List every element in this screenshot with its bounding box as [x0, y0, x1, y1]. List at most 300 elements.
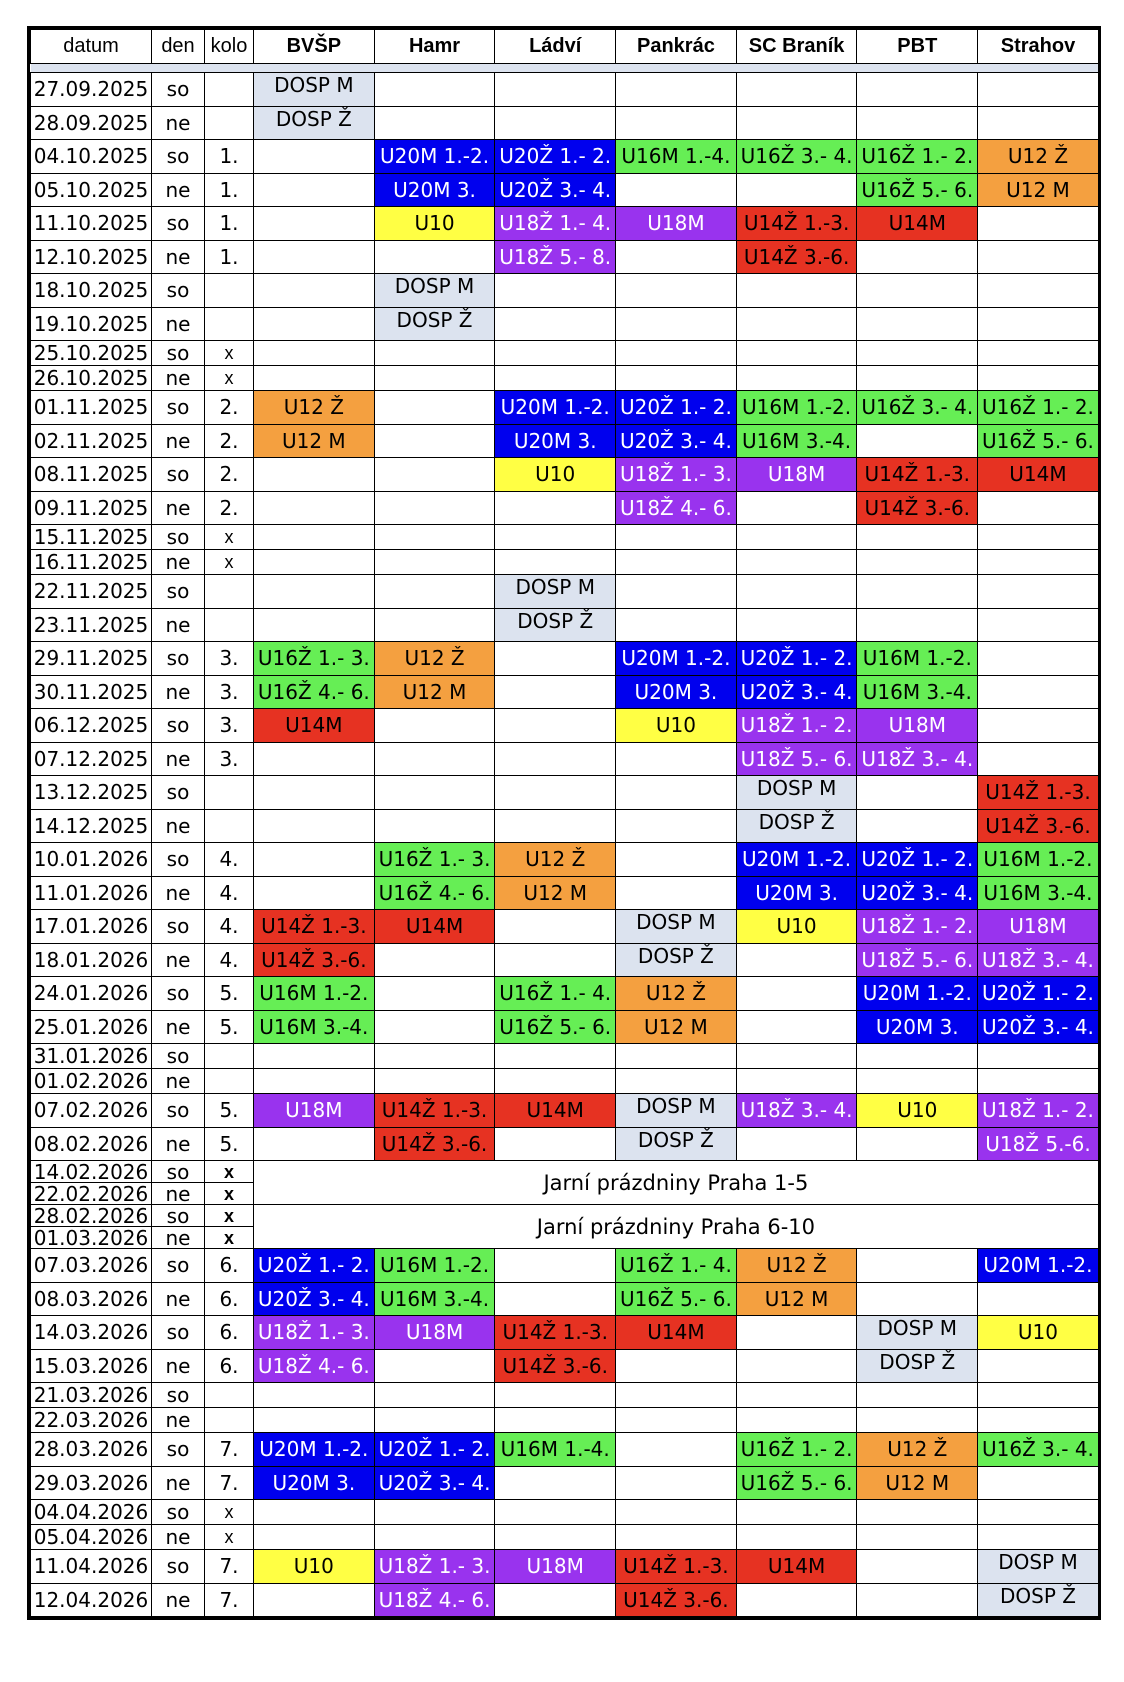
match-cell — [978, 1349, 1099, 1383]
match-cell: U12 M — [495, 876, 616, 910]
match-cell: U18M — [857, 709, 978, 743]
schedule-row — [31, 106, 1099, 140]
match-cell — [616, 910, 737, 944]
match-cell — [254, 550, 375, 575]
match-cell — [616, 776, 737, 810]
schedule-row — [31, 977, 1099, 1011]
match-cell: U10 — [978, 1316, 1099, 1350]
date-cell: 19.10.2025 — [31, 307, 152, 341]
round-cell — [205, 1383, 254, 1408]
match-cell — [857, 525, 978, 550]
match-cell — [736, 173, 857, 207]
round-cell: 3. — [205, 642, 254, 676]
match-cell — [857, 608, 978, 642]
match-cell — [254, 106, 375, 140]
schedule-row — [31, 550, 1099, 575]
schedule-row — [31, 458, 1099, 492]
day-cell: ne — [152, 1069, 205, 1094]
round-cell: x — [205, 550, 254, 575]
date-cell: 28.09.2025 — [31, 106, 152, 140]
schedule-row — [31, 1583, 1099, 1617]
header-venue-strahov: Strahov — [978, 30, 1099, 64]
day-cell: so — [152, 1205, 205, 1227]
match-cell: U16M 1.-4. — [495, 1433, 616, 1467]
match-cell — [254, 809, 375, 843]
match-cell — [254, 341, 375, 366]
match-cell — [857, 341, 978, 366]
match-cell — [857, 366, 978, 391]
schedule-row — [31, 73, 1099, 107]
match-cell — [978, 106, 1099, 140]
match-cell: U18M — [978, 910, 1099, 944]
date-cell: 13.12.2025 — [31, 776, 152, 810]
match-cell — [736, 1408, 857, 1433]
day-cell: ne — [152, 1127, 205, 1161]
match-cell — [374, 525, 495, 550]
schedule-table — [30, 29, 1099, 1617]
day-cell: so — [152, 776, 205, 810]
match-cell: U12 Ž — [616, 977, 737, 1011]
match-cell: U16Ž 1.- 4. — [495, 977, 616, 1011]
match-cell — [736, 1500, 857, 1525]
match-cell — [374, 977, 495, 1011]
schedule-row — [31, 709, 1099, 743]
match-cell — [857, 776, 978, 810]
match-cell: U14Ž 1.-3. — [254, 910, 375, 944]
match-cell: U10 — [374, 207, 495, 241]
match-cell: U16Ž 1.- 2. — [857, 140, 978, 174]
match-cell: U14Ž 3.-6. — [736, 240, 857, 274]
match-cell: U20Ž 1.- 2. — [857, 843, 978, 877]
schedule-row — [31, 491, 1099, 525]
match-cell — [374, 1010, 495, 1044]
match-cell: U20Ž 1.- 2. — [978, 977, 1099, 1011]
schedule-row — [31, 843, 1099, 877]
match-cell — [857, 274, 978, 308]
match-cell: U20M 1.-2. — [978, 1249, 1099, 1283]
match-cell: U16M 1.-2. — [254, 977, 375, 1011]
round-cell: x — [205, 1500, 254, 1525]
match-cell: U14Ž 1.-3. — [495, 1316, 616, 1350]
match-cell: U18M — [495, 1550, 616, 1584]
match-cell: U18Ž 1.- 2. — [736, 709, 857, 743]
match-cell — [736, 1525, 857, 1550]
match-cell — [857, 424, 978, 458]
match-cell: U18Ž 5.- 8. — [495, 240, 616, 274]
match-cell: U14Ž 3.-6. — [857, 491, 978, 525]
match-cell: U20M 1.-2. — [857, 977, 978, 1011]
match-cell: U14M — [736, 1550, 857, 1584]
match-cell: U18Ž 1.- 2. — [857, 910, 978, 944]
match-cell: U18Ž 1.- 3. — [616, 458, 737, 492]
date-cell: 21.03.2026 — [31, 1383, 152, 1408]
match-cell — [616, 73, 737, 107]
round-cell: 5. — [205, 1127, 254, 1161]
schedule-row — [31, 391, 1099, 425]
match-cell — [495, 1525, 616, 1550]
match-cell: U20Ž 3.- 4. — [495, 173, 616, 207]
match-cell: U16Ž 4.- 6. — [254, 675, 375, 709]
match-cell — [495, 274, 616, 308]
round-cell: 6. — [205, 1282, 254, 1316]
match-cell — [616, 106, 737, 140]
match-cell — [616, 240, 737, 274]
schedule-row — [31, 943, 1099, 977]
match-cell — [374, 608, 495, 642]
match-cell: U16M 3.-4. — [374, 1282, 495, 1316]
match-cell — [495, 709, 616, 743]
date-cell: 22.03.2026 — [31, 1408, 152, 1433]
match-cell: U20M 3. — [736, 876, 857, 910]
match-cell — [616, 1044, 737, 1069]
match-cell — [254, 776, 375, 810]
match-cell: U14Ž 1.-3. — [978, 776, 1099, 810]
date-cell: 04.04.2026 — [31, 1500, 152, 1525]
match-cell — [495, 642, 616, 676]
match-cell — [495, 1282, 616, 1316]
schedule-body — [31, 64, 1099, 1617]
day-cell: so — [152, 458, 205, 492]
match-cell: U16Ž 3.- 4. — [857, 391, 978, 425]
date-cell: 11.01.2026 — [31, 876, 152, 910]
round-cell: 3. — [205, 709, 254, 743]
match-cell — [495, 776, 616, 810]
match-cell: U12 M — [857, 1466, 978, 1500]
match-cell — [736, 776, 857, 810]
match-cell — [736, 1069, 857, 1094]
date-cell: 23.11.2025 — [31, 608, 152, 642]
match-cell — [495, 608, 616, 642]
match-cell: U16M 1.-2. — [374, 1249, 495, 1283]
day-cell: so — [152, 1249, 205, 1283]
match-cell: U14M — [978, 458, 1099, 492]
match-cell — [978, 550, 1099, 575]
day-cell: so — [152, 843, 205, 877]
round-cell: 1. — [205, 207, 254, 241]
schedule-row — [31, 608, 1099, 642]
match-cell: U20Ž 3.- 4. — [736, 675, 857, 709]
match-label: DOSP M — [756, 776, 837, 801]
match-cell — [978, 525, 1099, 550]
match-cell: U10 — [254, 1550, 375, 1584]
date-cell: 08.03.2026 — [31, 1282, 152, 1316]
match-cell: U16M 3.-4. — [254, 1010, 375, 1044]
match-cell: U20M 3. — [616, 675, 737, 709]
match-cell: U12 M — [254, 424, 375, 458]
round-cell: 1. — [205, 240, 254, 274]
match-cell — [495, 1583, 616, 1617]
match-cell: U12 M — [374, 675, 495, 709]
schedule-sheet — [27, 26, 1101, 1620]
date-cell: 22.11.2025 — [31, 575, 152, 609]
schedule-row — [31, 1010, 1099, 1044]
match-cell: U18M — [616, 207, 737, 241]
match-cell: U14M — [254, 709, 375, 743]
match-cell: U18Ž 3.- 4. — [978, 943, 1099, 977]
schedule-row — [31, 1316, 1099, 1350]
day-cell: so — [152, 1383, 205, 1408]
match-cell: U14Ž 3.-6. — [978, 809, 1099, 843]
match-cell — [616, 876, 737, 910]
match-cell: U12 Ž — [736, 1249, 857, 1283]
match-cell: U14M — [616, 1316, 737, 1350]
date-cell: 01.03.2026 — [31, 1227, 152, 1249]
match-cell: U16Ž 5.- 6. — [736, 1466, 857, 1500]
match-cell: U10 — [857, 1094, 978, 1128]
schedule-row — [31, 642, 1099, 676]
round-cell: 7. — [205, 1466, 254, 1500]
date-cell: 14.03.2026 — [31, 1316, 152, 1350]
match-cell — [374, 1349, 495, 1383]
header-den: den — [152, 30, 205, 64]
day-cell: ne — [152, 1349, 205, 1383]
date-cell: 06.12.2025 — [31, 709, 152, 743]
match-cell: U14Ž 3.-6. — [254, 943, 375, 977]
date-cell: 28.02.2026 — [31, 1205, 152, 1227]
match-cell: U20Ž 1.- 2. — [254, 1249, 375, 1283]
match-cell — [254, 843, 375, 877]
round-cell: x — [205, 366, 254, 391]
match-cell — [736, 1127, 857, 1161]
match-cell — [495, 742, 616, 776]
match-cell — [374, 1044, 495, 1069]
match-cell — [495, 1408, 616, 1433]
match-cell — [495, 525, 616, 550]
match-cell — [374, 943, 495, 977]
match-cell — [978, 1550, 1099, 1584]
day-cell: so — [152, 391, 205, 425]
match-cell — [254, 742, 375, 776]
match-cell: U12 Ž — [978, 140, 1099, 174]
match-cell: U16M 3.-4. — [857, 675, 978, 709]
schedule-row — [31, 1349, 1099, 1383]
match-label: DOSP Ž — [637, 943, 714, 968]
match-label: DOSP M — [636, 1094, 716, 1119]
date-cell: 01.11.2025 — [31, 391, 152, 425]
match-cell — [495, 366, 616, 391]
match-cell: U20M 1.-2. — [374, 140, 495, 174]
header-datum: datum — [31, 30, 152, 64]
day-cell: so — [152, 977, 205, 1011]
day-cell: ne — [152, 424, 205, 458]
match-cell — [495, 1500, 616, 1525]
header-venue-pbt: PBT — [857, 30, 978, 64]
match-cell — [616, 1408, 737, 1433]
match-cell — [495, 491, 616, 525]
holiday-banner: Jarní prázdniny Praha 1-5 — [254, 1161, 1099, 1205]
day-cell: ne — [152, 742, 205, 776]
match-cell — [736, 1383, 857, 1408]
match-cell: U20M 3. — [254, 1466, 375, 1500]
match-cell — [374, 240, 495, 274]
match-cell: U10 — [736, 910, 857, 944]
day-cell: ne — [152, 550, 205, 575]
schedule-row — [31, 307, 1099, 341]
match-cell — [857, 1127, 978, 1161]
round-cell — [205, 1069, 254, 1094]
match-cell: U14Ž 1.-3. — [616, 1550, 737, 1584]
holiday-row — [31, 1205, 1099, 1227]
header-venue-bvsp: BVŠP — [254, 30, 375, 64]
match-cell — [857, 1069, 978, 1094]
day-cell: ne — [152, 675, 205, 709]
match-cell: U16M 3.-4. — [736, 424, 857, 458]
schedule-row — [31, 1433, 1099, 1467]
round-cell — [205, 73, 254, 107]
match-cell: U16Ž 5.- 6. — [495, 1010, 616, 1044]
round-cell: x — [205, 1161, 254, 1183]
match-label: DOSP M — [394, 274, 475, 299]
match-cell — [978, 709, 1099, 743]
match-cell: U18Ž 5.- 6. — [736, 742, 857, 776]
day-cell: so — [152, 525, 205, 550]
match-cell — [978, 675, 1099, 709]
match-cell — [495, 307, 616, 341]
schedule-row — [31, 1550, 1099, 1584]
date-cell: 29.11.2025 — [31, 642, 152, 676]
match-cell — [495, 1127, 616, 1161]
schedule-row — [31, 1500, 1099, 1525]
date-cell: 18.01.2026 — [31, 943, 152, 977]
match-cell — [374, 1525, 495, 1550]
match-cell — [857, 73, 978, 107]
match-cell — [495, 910, 616, 944]
match-cell — [857, 1282, 978, 1316]
match-cell: U10 — [495, 458, 616, 492]
match-cell — [857, 1349, 978, 1383]
schedule-row — [31, 240, 1099, 274]
match-cell — [616, 1349, 737, 1383]
schedule-row — [31, 207, 1099, 241]
match-cell — [616, 575, 737, 609]
schedule-row — [31, 1249, 1099, 1283]
match-cell — [857, 1583, 978, 1617]
match-cell — [978, 1044, 1099, 1069]
date-cell: 04.10.2025 — [31, 140, 152, 174]
match-cell: U18Ž 1.- 3. — [254, 1316, 375, 1350]
date-cell: 30.11.2025 — [31, 675, 152, 709]
match-label: DOSP Ž — [275, 106, 352, 131]
match-label: DOSP Ž — [396, 307, 473, 332]
schedule-row — [31, 173, 1099, 207]
match-cell: U16Ž 4.- 6. — [374, 876, 495, 910]
match-cell — [736, 1583, 857, 1617]
match-cell — [254, 608, 375, 642]
match-cell — [616, 608, 737, 642]
date-cell: 16.11.2025 — [31, 550, 152, 575]
match-cell — [978, 1525, 1099, 1550]
match-cell — [374, 458, 495, 492]
match-cell — [616, 1069, 737, 1094]
round-cell: 3. — [205, 742, 254, 776]
match-cell — [374, 575, 495, 609]
date-cell: 11.10.2025 — [31, 207, 152, 241]
match-cell — [495, 1466, 616, 1500]
date-cell: 07.03.2026 — [31, 1249, 152, 1283]
match-cell: U18Ž 4.- 6. — [616, 491, 737, 525]
day-cell: ne — [152, 366, 205, 391]
match-cell — [736, 341, 857, 366]
round-cell — [205, 1408, 254, 1433]
match-cell: U16Ž 5.- 6. — [616, 1282, 737, 1316]
match-cell: U20Ž 3.- 4. — [254, 1282, 375, 1316]
match-cell: U14Ž 1.-3. — [374, 1094, 495, 1128]
match-cell: U20Ž 1.- 2. — [736, 642, 857, 676]
match-cell — [978, 274, 1099, 308]
header-separator — [31, 64, 1099, 73]
match-cell — [616, 809, 737, 843]
schedule-row — [31, 1282, 1099, 1316]
match-cell — [374, 274, 495, 308]
schedule-row — [31, 1525, 1099, 1550]
day-cell: ne — [152, 809, 205, 843]
round-cell: x — [205, 1183, 254, 1205]
round-cell: x — [205, 1205, 254, 1227]
match-cell — [254, 1583, 375, 1617]
round-cell: 6. — [205, 1249, 254, 1283]
match-cell — [254, 491, 375, 525]
match-label: DOSP M — [274, 73, 354, 98]
schedule-row — [31, 742, 1099, 776]
match-cell: U16M 1.-2. — [736, 391, 857, 425]
schedule-row — [31, 140, 1099, 174]
round-cell — [205, 776, 254, 810]
match-cell — [495, 943, 616, 977]
match-cell — [374, 709, 495, 743]
header-row — [31, 30, 1099, 64]
match-cell: U14Ž 1.-3. — [857, 458, 978, 492]
match-label: DOSP Ž — [758, 809, 835, 834]
round-cell: x — [205, 1525, 254, 1550]
match-cell — [254, 1127, 375, 1161]
match-cell: U14Ž 3.-6. — [374, 1127, 495, 1161]
match-cell: U20M 3. — [374, 173, 495, 207]
match-cell — [616, 1500, 737, 1525]
match-cell: U20M 1.-2. — [254, 1433, 375, 1467]
date-cell: 02.11.2025 — [31, 424, 152, 458]
match-cell: U18Ž 3.- 4. — [736, 1094, 857, 1128]
match-cell: U16M 1.-4. — [616, 140, 737, 174]
match-label: DOSP M — [515, 575, 595, 600]
date-cell: 17.01.2026 — [31, 910, 152, 944]
round-cell: 2. — [205, 391, 254, 425]
round-cell — [205, 809, 254, 843]
round-cell: 4. — [205, 876, 254, 910]
round-cell — [205, 608, 254, 642]
day-cell: ne — [152, 240, 205, 274]
date-cell: 27.09.2025 — [31, 73, 152, 107]
date-cell: 07.02.2026 — [31, 1094, 152, 1128]
match-cell — [616, 1525, 737, 1550]
match-cell: U20M 3. — [857, 1010, 978, 1044]
header-venue-ladvi: Ládví — [495, 30, 616, 64]
day-cell: so — [152, 140, 205, 174]
match-cell: U18Ž 1.- 4. — [495, 207, 616, 241]
schedule-row — [31, 876, 1099, 910]
date-cell: 09.11.2025 — [31, 491, 152, 525]
match-cell — [616, 173, 737, 207]
match-cell: U18Ž 1.- 2. — [978, 1094, 1099, 1128]
match-cell — [495, 73, 616, 107]
round-cell: 3. — [205, 675, 254, 709]
round-cell: 7. — [205, 1433, 254, 1467]
round-cell: 6. — [205, 1349, 254, 1383]
match-cell: U12 Ž — [254, 391, 375, 425]
match-cell: U18Ž 4.- 6. — [254, 1349, 375, 1383]
date-cell: 15.03.2026 — [31, 1349, 152, 1383]
date-cell: 05.10.2025 — [31, 173, 152, 207]
match-cell — [374, 341, 495, 366]
